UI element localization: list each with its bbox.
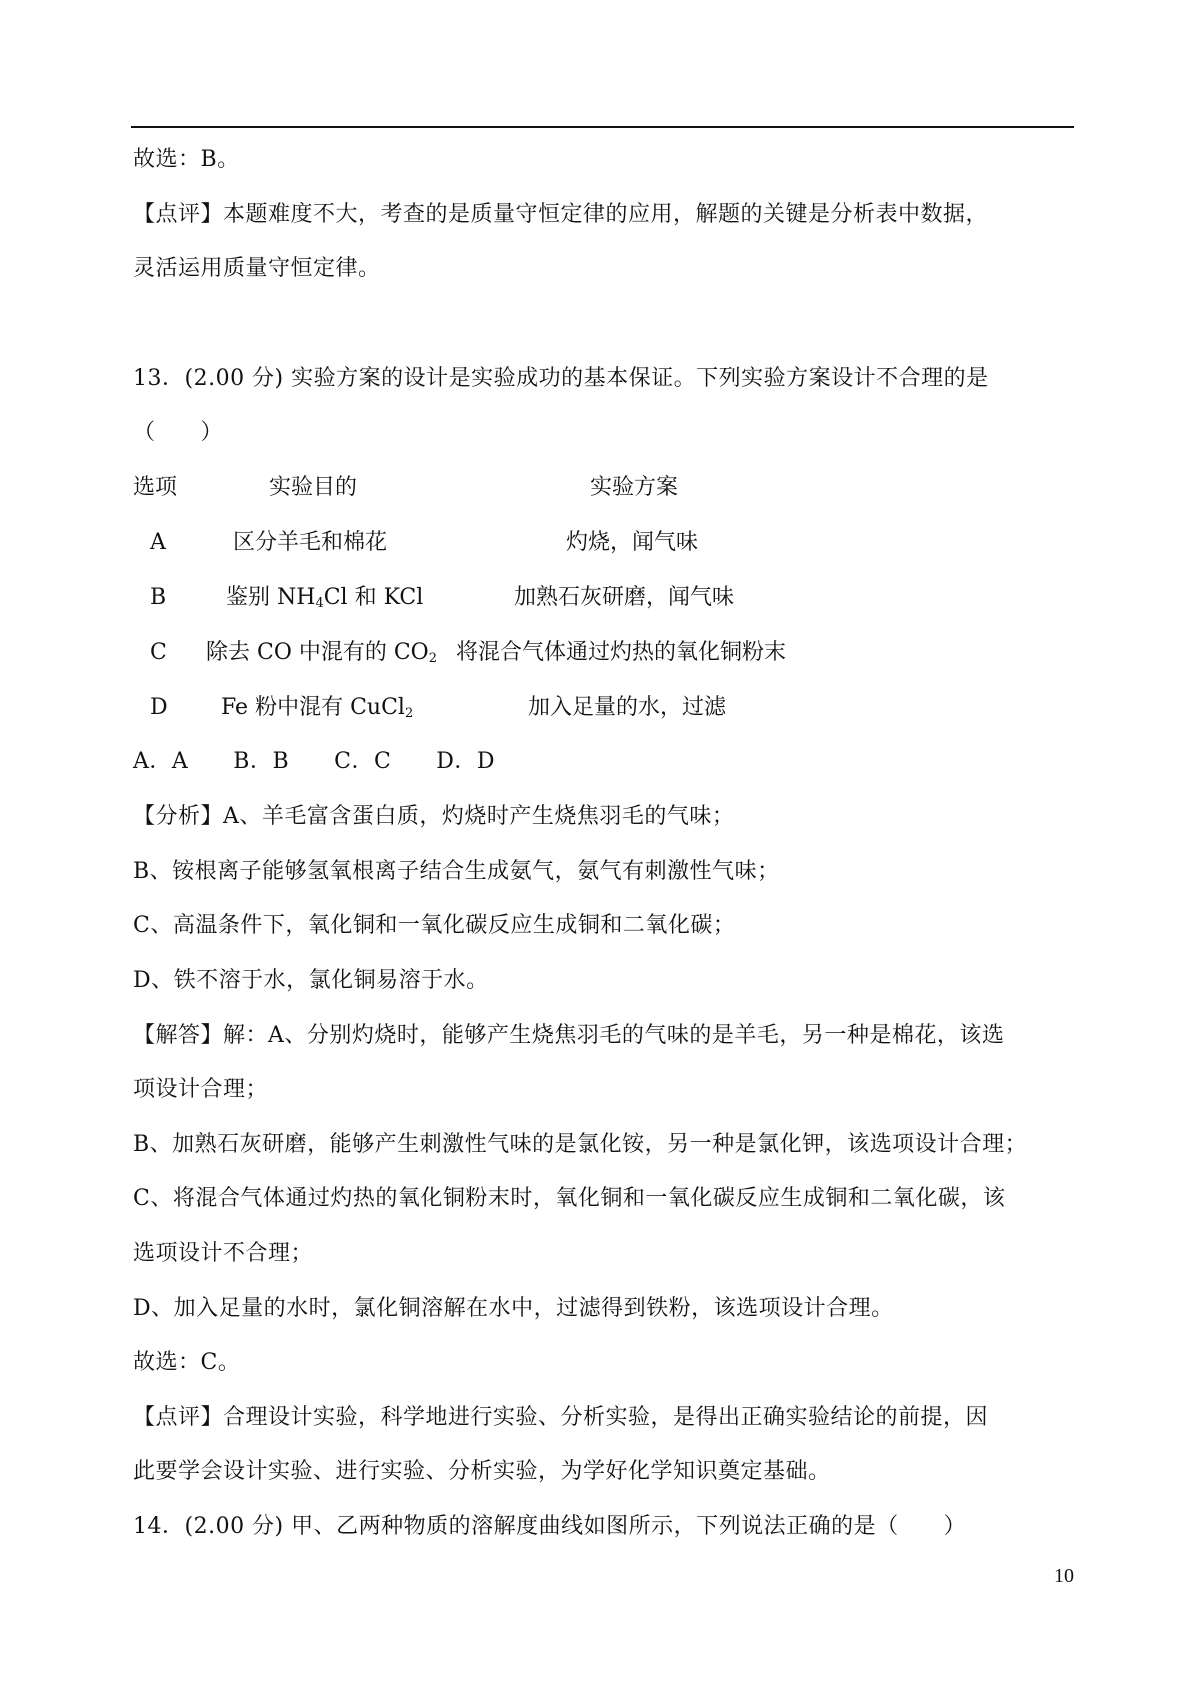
q13-answer: 故选：C。 <box>133 1350 241 1375</box>
analysis-line-4: D、铁不溶于水，氯化铜易溶于水。 <box>133 968 489 993</box>
analysis-line-2: B、铵根离子能够氢氧根离子结合生成氨气，氨气有刺激性气味； <box>133 859 780 884</box>
row-a-method: 灼烧，闻气味 <box>566 530 699 555</box>
page-number: 10 <box>1054 1565 1074 1587</box>
q14-stem: 14．(2.00 分) 甲、乙两种物质的溶解度曲线如图所示，下列说法正确的是（ ） <box>133 1514 967 1539</box>
table-header-option: 选项 <box>133 475 178 500</box>
solution-line-3: B、加熟石灰研磨，能够产生刺激性气味的是氯化铵，另一种是氯化钾，该选项设计合理； <box>133 1132 1028 1157</box>
solution-line-5: 选项设计不合理； <box>133 1241 314 1266</box>
row-a-purpose: 区分羊毛和棉花 <box>233 530 388 555</box>
row-d-option: D <box>150 695 168 720</box>
analysis-line-3: C、高温条件下，氧化铜和一氧化碳反应生成铜和二氧化碳； <box>133 913 736 938</box>
row-b-option: B <box>150 585 167 610</box>
row-b-method: 加熟石灰研磨，闻气味 <box>514 585 735 610</box>
solution-line-1: 【解答】解：A、分别灼烧时，能够产生烧焦羽毛的气味的是羊毛，另一种是棉花，该选 <box>133 1023 1005 1048</box>
prev-comment-line-2: 灵活运用质量守恒定律。 <box>133 256 381 281</box>
row-c-option: C <box>150 640 167 665</box>
row-d-method: 加入足量的水，过滤 <box>528 695 727 720</box>
q13-stem-line-2: （ ） <box>133 420 224 445</box>
q13-comment-line-2: 此要学会设计实验、进行实验、分析实验，为学好化学知识奠定基础。 <box>133 1459 831 1484</box>
row-d-purpose: Fe 粉中混有 CuCl$_2$ <box>221 695 414 721</box>
row-a-option: A <box>150 530 166 555</box>
solution-line-4: C、将混合气体通过灼热的氧化铜粉末时，氧化铜和一氧化碳反应生成铜和二氧化碳，该 <box>133 1186 1006 1211</box>
row-c-purpose: 除去 CO 中混有的 $CO_2$ <box>206 640 437 666</box>
q13-choices: A．A B．B C．C D．D <box>133 749 496 774</box>
analysis-line-1: 【分析】A、羊毛富含蛋白质，灼烧时产生烧焦羽毛的气味； <box>133 804 735 829</box>
prev-answer: 故选：B。 <box>133 147 240 172</box>
q13-comment-line-1: 【点评】合理设计实验，科学地进行实验、分析实验，是得出正确实验结论的前提，因 <box>133 1405 989 1430</box>
q13-stem-line-1: 13．(2.00 分) 实验方案的设计是实验成功的基本保证。下列实验方案设计不合理的是 <box>133 366 989 391</box>
table-header-purpose: 实验目的 <box>269 475 358 500</box>
row-c-method: 将混合气体通过灼热的氧化铜粉末 <box>456 640 787 665</box>
solution-line-6: D、加入足量的水时，氯化铜溶解在水中，过滤得到铁粉，该选项设计合理。 <box>133 1296 894 1321</box>
table-header-method: 实验方案 <box>590 475 679 500</box>
row-b-purpose: 鉴别 $NH_4Cl$ 和 KCl <box>226 585 424 611</box>
solution-line-2: 项设计合理； <box>133 1077 269 1102</box>
header-rule <box>131 126 1074 128</box>
prev-comment-line-1: 【点评】本题难度不大，考查的是质量守恒定律的应用，解题的关键是分析表中数据， <box>133 202 989 227</box>
